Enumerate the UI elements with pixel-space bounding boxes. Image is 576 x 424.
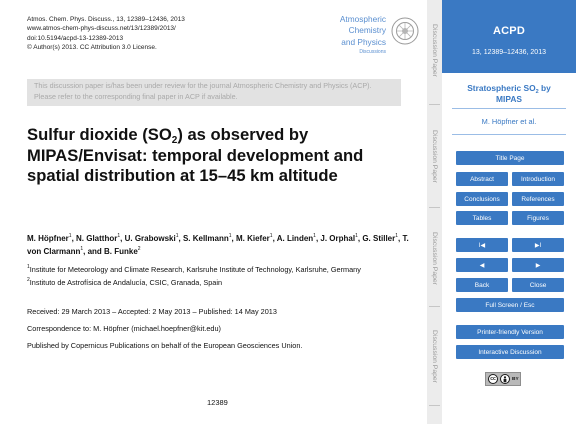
short-title: Stratospheric $SO_2$ by MIPAS — [467, 83, 551, 104]
close-button[interactable]: Close — [512, 278, 564, 292]
author-affiliation-mark: 1 — [355, 233, 358, 239]
next-icon: ▶ — [535, 262, 541, 269]
abstract-button[interactable]: Abstract — [456, 172, 508, 186]
conclusions-button[interactable]: Conclusions — [456, 192, 508, 206]
author-name: T. von Clarmann — [27, 234, 409, 256]
review-notice: This discussion paper is/has been under review for the journal Atmospheric Chemistry and Physics (ACP). Please refer to the corresponding final paper in ACP if available. — [27, 79, 401, 106]
publication-info — [27, 307, 411, 358]
author-name: M. Kiefer — [235, 234, 270, 243]
cc-icon: cc — [488, 374, 498, 384]
references-button[interactable]: References — [512, 192, 564, 206]
author-name: G. Stiller — [362, 234, 396, 243]
sidebar-divider — [452, 108, 566, 109]
strip-divider — [429, 207, 440, 208]
strip-divider — [429, 405, 440, 406]
previous-icon: ◀ — [479, 262, 485, 269]
first-page-button[interactable] — [456, 238, 508, 252]
author-affiliation-mark: 1 — [117, 233, 121, 239]
attribution-person-icon — [500, 374, 510, 384]
logo-line: Discussions — [359, 49, 386, 56]
tables-button[interactable]: Tables — [456, 211, 508, 225]
back-button[interactable]: Back — [456, 278, 508, 292]
logo-line: Atmospheric — [339, 14, 386, 24]
first-page-icon: I◀ — [478, 242, 486, 249]
printer-friendly-button[interactable]: Printer-friendly Version — [456, 325, 564, 339]
last-page-button[interactable] — [512, 238, 564, 252]
strip-label: Discussion Paper — [431, 23, 439, 77]
short-authors: M. Höpfner et al. — [481, 117, 537, 126]
journal-logo — [298, 12, 422, 64]
meta-line[interactable]: www.atmos-chem-phys-discuss.net/13/12389/2013/ — [27, 25, 176, 33]
sidebar-header — [442, 0, 576, 73]
affiliations — [27, 265, 407, 291]
citation-meta — [27, 15, 185, 53]
volume-info: 13, 12389–12436, 2013 — [472, 49, 546, 56]
interactive-discussion-button[interactable]: Interactive Discussion — [456, 345, 564, 359]
cc-license-badge[interactable] — [485, 372, 521, 386]
author-name: N. Glatthor — [76, 234, 118, 243]
author-affiliation-mark: 1 — [68, 233, 72, 239]
author-affiliation-mark: 1 — [269, 233, 273, 239]
last-page-icon: ▶I — [534, 242, 542, 249]
strip-label: Discussion Paper — [431, 329, 439, 383]
introduction-button[interactable]: Introduction — [512, 172, 564, 186]
cc-by-label: BY — [512, 376, 519, 382]
author-name: S. Kellmann — [182, 234, 229, 243]
author-name: M. Höpfner — [27, 234, 69, 243]
strip-label: Discussion Paper — [431, 231, 439, 285]
author-list: M. Höpfner$^1$, N. Glatthor$^1$, U. Grabowski$^1$, S. Kellmann$^1$, M. Kiefer$^1$, A. Linden$^1$, J. Orphal$^1$, G. Stiller$^1$, T. von Clarmann$^1$, and B. Funke$^2$ — [27, 233, 409, 256]
meta-line: Atmos. Chem. Phys. Discuss., 13, 12389–12436, 2013 — [27, 16, 185, 23]
open-access-logo-icon — [390, 16, 420, 46]
author-affiliation-mark: 2 — [137, 245, 141, 252]
title-page-button[interactable]: Title Page — [456, 151, 564, 165]
meta-line: © Author(s) 2013. CC Attribution 3.0 License. — [27, 44, 157, 52]
next-page-button[interactable] — [512, 258, 564, 272]
affiliation-1: $^1$Institute for Meteorology and Climate Research, Karlsruhe Institute of Technology, Karlsruhe, Germany — [27, 264, 361, 274]
journal-abbrev: ACPD — [493, 25, 525, 37]
figures-button[interactable]: Figures — [512, 211, 564, 225]
meta-line: doi:10.5194/acpd-13-12389-2013 — [27, 34, 124, 42]
author-name: J. Orphal — [320, 234, 356, 243]
strip-label: Discussion Paper — [431, 129, 439, 183]
author-affiliation-mark: 1 — [395, 233, 399, 239]
page-number: 12389 — [207, 398, 228, 407]
strip-divider — [429, 104, 440, 105]
author-affiliation-mark: 1 — [228, 233, 232, 239]
author-affiliation-mark: 1 — [80, 245, 84, 252]
strip-divider — [429, 306, 440, 307]
logo-line: Chemistry — [348, 25, 386, 36]
sidebar-divider — [452, 134, 566, 135]
logo-line: and Physics — [341, 36, 386, 47]
author-name: A. Linden — [276, 234, 314, 243]
correspondence: Correspondence to: M. Höpfner (michael.hoepfner@kit.edu) — [27, 324, 221, 333]
affiliation-2: $^2$Instituto de Astrofísica de Andalucía, CSIC, Granada, Spain — [27, 277, 223, 287]
discussion-paper-strip — [427, 0, 442, 424]
author-affiliation-mark: 1 — [313, 233, 316, 239]
author-affiliation-mark: 1 — [175, 233, 179, 239]
author-name: B. Funke — [104, 246, 138, 256]
author-name: U. Grabowski — [124, 234, 176, 243]
previous-page-button[interactable] — [456, 258, 508, 272]
full-screen-button[interactable]: Full Screen / Esc — [456, 298, 564, 312]
publisher-note: Published by Copernicus Publications on behalf of the European Geosciences Union. — [27, 341, 303, 350]
received-dates: Received: 29 March 2013 – Accepted: 2 May 2013 – Published: 14 May 2013 — [27, 307, 277, 316]
paper-title: Sulfur dioxide $(SO_2)$ as observed by MIPAS/Envisat: temporal development and spatial distribution at 15–45 km altitude — [27, 125, 364, 185]
